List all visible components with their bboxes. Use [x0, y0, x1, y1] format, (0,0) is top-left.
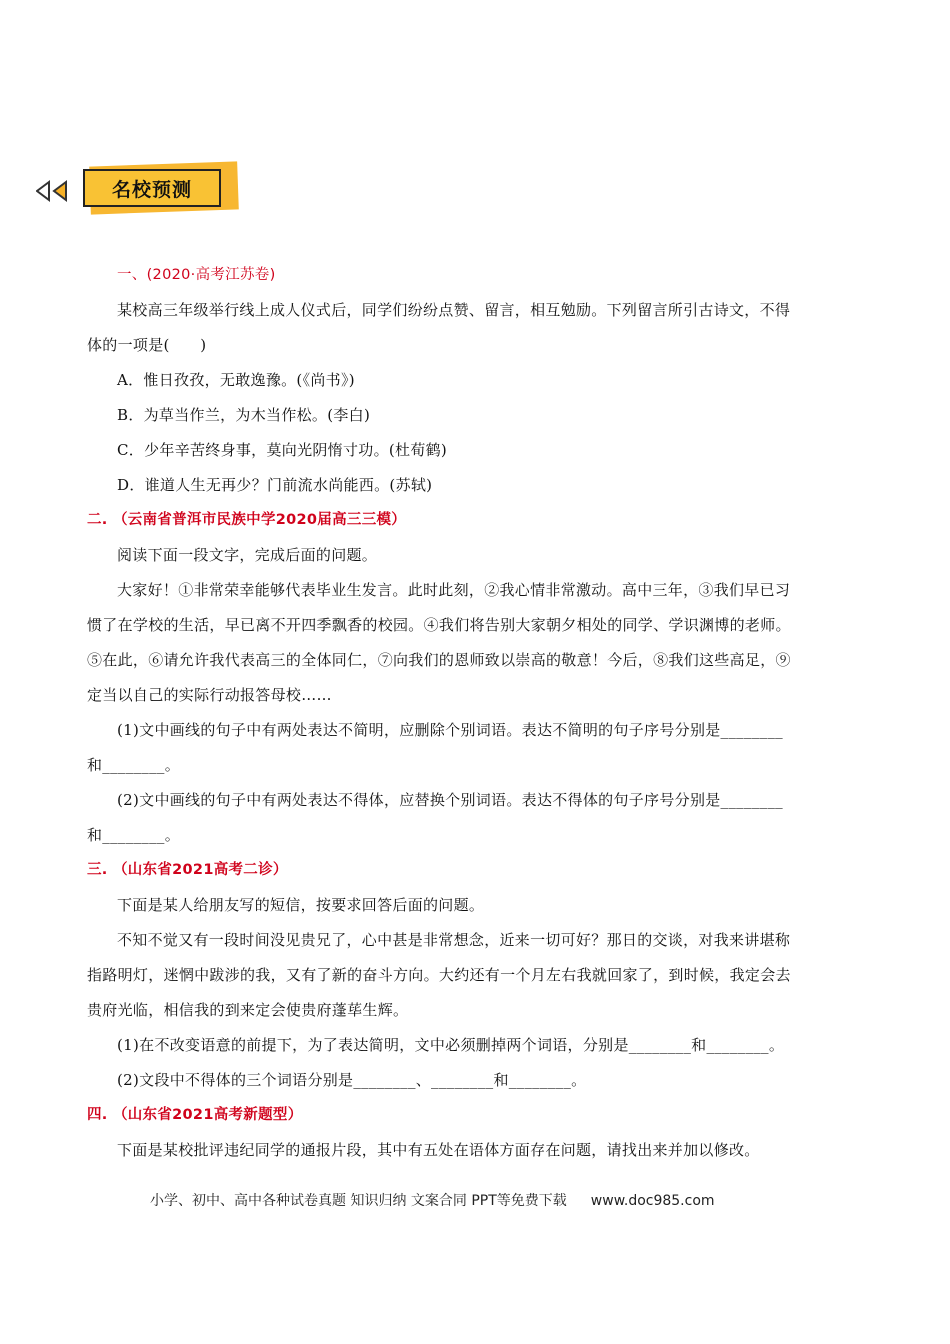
q1-option-c: C．少年辛苦终身事，莫向光阴惰寸功。(杜荀鹤): [117, 441, 448, 459]
q2-intro: 阅读下面一段文字，完成后面的问题。: [117, 546, 378, 564]
q4-intro: 下面是某校批评违纪同学的通报片段，其中有五处在语体方面存在问题，请找出来并加以修改。: [117, 1141, 760, 1159]
q3-intro: 下面是某人给朋友写的短信，按要求回答后面的问题。: [117, 896, 485, 914]
q1-stem-line-2: 体的一项是( ): [87, 336, 207, 354]
q4-heading: 四. （山东省2021高考新题型）: [87, 1107, 303, 1123]
double-left-arrow-icon: [36, 180, 76, 202]
banner-box: [83, 169, 221, 207]
q3-heading: 三. （山东省2021高考二诊）: [87, 862, 288, 878]
footer-text: 小学、初中、高中各种试卷真题 知识归纳 文案合同 PPT等免费下载: [150, 1193, 567, 1209]
q2-sub2-line-1: (2)文中画线的句子中有两处表达不得体，应替换个别词语。表达不得体的句子序号分别是________: [117, 791, 783, 809]
q2-heading: 二. （云南省普洱市民族中学2020届高三三模）: [87, 512, 407, 528]
q3-sub1: (1)在不改变语意的前提下，为了表达简明，文中必须删掉两个词语，分别是________和________。: [117, 1036, 785, 1054]
section-banner: [36, 163, 236, 219]
q3-para-line-3: 贵府光临，相信我的到来定会使贵府蓬荜生辉。: [87, 1001, 409, 1019]
q2-para-line-3: ⑤在此，⑥请允许我代表高三的全体同仁，⑦向我们的恩师致以崇高的敬意！今后，⑧我们这些高足，⑨: [87, 651, 791, 669]
q3-para-line-2: 指路明灯，迷惘中跋涉的我，又有了新的奋斗方向。大约还有一个月左右我就回家了，到时候，我定会去: [87, 966, 791, 984]
q3-para-line-1: 不知不觉又有一段时间没见贵兄了，心中甚是非常想念，近来一切可好？那日的交谈，对我来讲堪称: [117, 931, 791, 949]
q3-sub2: (2)文段中不得体的三个词语分别是________、________和________。: [117, 1071, 587, 1089]
q1-heading: 一、(2020·高考江苏卷): [117, 267, 276, 283]
q1-option-d: D．谁道人生无再少？门前流水尚能西。(苏轼): [117, 476, 433, 494]
q2-sub1-line-1: (1)文中画线的句子中有两处表达不简明，应删除个别词语。表达不简明的句子序号分别是________: [117, 721, 783, 739]
q2-sub2-line-2: 和________。: [87, 826, 181, 844]
footer-url[interactable]: www.doc985.com: [590, 1193, 715, 1209]
document-body: [87, 258, 862, 1168]
footer: [150, 1190, 715, 1210]
q2-para-line-2: 惯了在学校的生活，早已离不开四季飘香的校园。④我们将告别大家朝夕相处的同学、学识渊博的老师。: [87, 616, 791, 634]
q2-para-line-1: 大家好！①非常荣幸能够代表毕业生发言。此时此刻，②我心情非常激动。高中三年，③我们早已习: [117, 581, 791, 599]
q1-stem-line-1: 某校高三年级举行线上成人仪式后，同学们纷纷点赞、留言，相互勉励。下列留言所引古诗文，不得: [117, 301, 791, 319]
q1-option-a: A．惟日孜孜，无敢逸豫。(《尚书》): [117, 371, 355, 389]
q2-sub1-line-2: 和________。: [87, 756, 181, 774]
q1-option-b: B．为草当作兰，为木当作松。(李白): [117, 406, 371, 424]
q2-para-line-4: 定当以自己的实际行动报答母校……: [87, 686, 332, 704]
banner-label: 名校预测: [111, 178, 192, 201]
